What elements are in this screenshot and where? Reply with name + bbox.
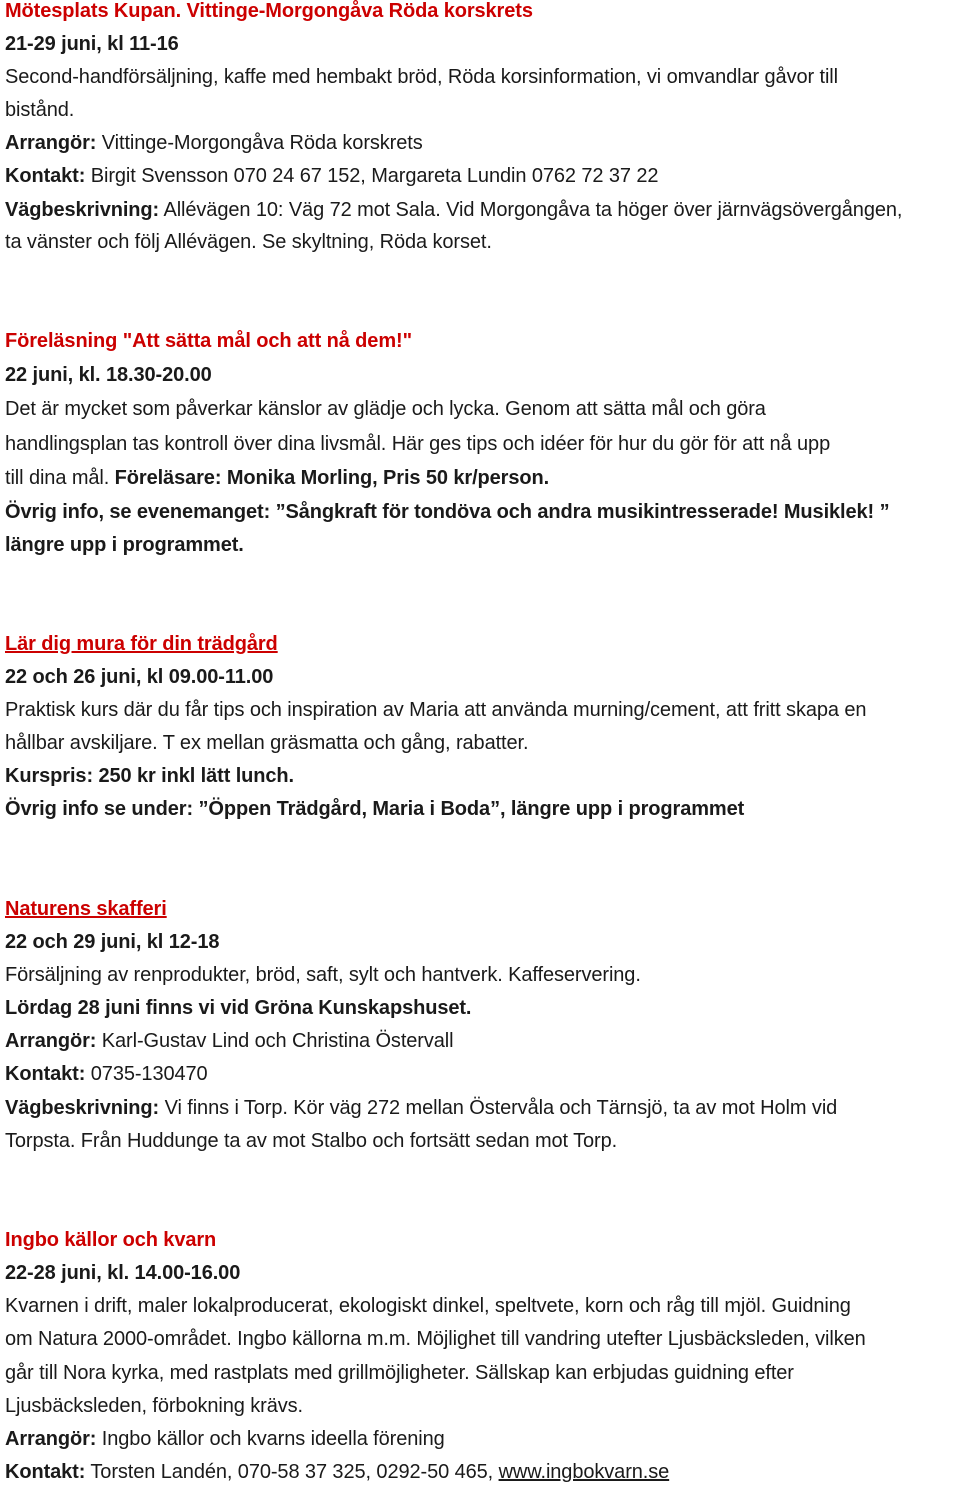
event-description: Lördag 28 juni finns vi vid Gröna Kunskapshuset.: [5, 997, 472, 1019]
event-description: om Natura 2000-området. Ingbo källorna m.m. Möjlighet till vandring utefter Ljusbäcksleden, vilken: [5, 1328, 866, 1350]
event-date: 22 och 29 juni, kl 12-18: [5, 931, 220, 953]
event-directions: ta vänster och följ Allévägen. Se skyltning, Röda korset.: [5, 231, 492, 253]
event-organizer: Arrangör: Karl-Gustav Lind och Christina Östervall: [5, 1030, 454, 1052]
event-directions: Torpsta. Från Huddunge ta av mot Stalbo och fortsätt sedan mot Torp.: [5, 1130, 618, 1152]
event-title: Föreläsning "Att sätta mål och att nå dem!": [5, 330, 412, 352]
event-organizer: Arrangör: Ingbo källor och kvarns ideella förening: [5, 1428, 445, 1450]
event-date: 21-29 juni, kl 11-16: [5, 33, 179, 55]
event-info: Övrig info, se evenemanget: ”Sångkraft för tondöva och andra musikintresserade! Musiklek! ”: [5, 501, 890, 523]
event-description: bistånd.: [5, 99, 75, 121]
event-title: Ingbo källor och kvarn: [5, 1229, 217, 1251]
event-price: Kurspris: 250 kr inkl lätt lunch.: [5, 765, 295, 787]
event-description: hållbar avskiljare. T ex mellan gräsmatta och gång, rabatter.: [5, 732, 529, 754]
event-organizer: Arrangör: Vittinge-Morgongåva Röda korskrets: [5, 132, 423, 154]
event-info: längre upp i programmet.: [5, 534, 244, 556]
event-contact: Kontakt: Torsten Landén, 070-58 37 325, 0292-50 465, www.ingbokvarn.se: [5, 1461, 670, 1483]
event-description: Ljusbäcksleden, förbokning krävs.: [5, 1395, 303, 1417]
event-date: 22-28 juni, kl. 14.00-16.00: [5, 1262, 241, 1284]
event-date: 22 juni, kl. 18.30-20.00: [5, 364, 212, 386]
event-info: Övrig info se under: ”Öppen Trädgård, Maria i Boda”, längre upp i programmet: [5, 798, 745, 820]
event-contact: Kontakt: Birgit Svensson 070 24 67 152, Margareta Lundin 0762 72 37 22: [5, 165, 659, 187]
event-title: Mötesplats Kupan. Vittinge-Morgongåva Röda korskrets: [5, 0, 533, 22]
event-directions: Vägbeskrivning: Allévägen 10: Väg 72 mot Sala. Vid Morgongåva ta höger över järnvägsövergången,: [5, 199, 903, 221]
event-description: Kvarnen i drift, maler lokalproducerat, ekologiskt dinkel, speltvete, korn och råg till mjöl. Guidning: [5, 1295, 851, 1317]
event-description: går till Nora kyrka, med rastplats med grillmöjligheter. Sällskap kan erbjudas guidning efter: [5, 1362, 794, 1384]
event-directions: Vägbeskrivning: Vi finns i Torp. Kör väg 272 mellan Östervåla och Tärnsjö, ta av mot Holm vid: [5, 1097, 838, 1119]
event-description: Praktisk kurs där du får tips och inspiration av Maria att använda murning/cement, att fritt skapa en: [5, 699, 867, 721]
event-contact: Kontakt: 0735-130470: [5, 1063, 208, 1085]
event-description: handlingsplan tas kontroll över dina livsmål. Här ges tips och idéer för hur du gör för att nå upp: [5, 433, 831, 455]
event-description: Försäljning av renprodukter, bröd, saft, sylt och hantverk. Kaffeservering.: [5, 964, 641, 986]
website-link[interactable]: www.ingbokvarn.se: [498, 1461, 670, 1483]
event-title: Lär dig mura för din trädgård: [5, 633, 278, 655]
event-description: Second-handförsäljning, kaffe med hembakt bröd, Röda korsinformation, vi omvandlar gåvor till: [5, 66, 838, 88]
event-description: till dina mål. Föreläsare: Monika Morling, Pris 50 kr/person.: [5, 467, 550, 489]
event-date: 22 och 26 juni, kl 09.00-11.00: [5, 666, 274, 688]
event-description: Det är mycket som påverkar känslor av glädje och lycka. Genom att sätta mål och göra: [5, 398, 766, 420]
event-title: Naturens skafferi: [5, 898, 167, 920]
